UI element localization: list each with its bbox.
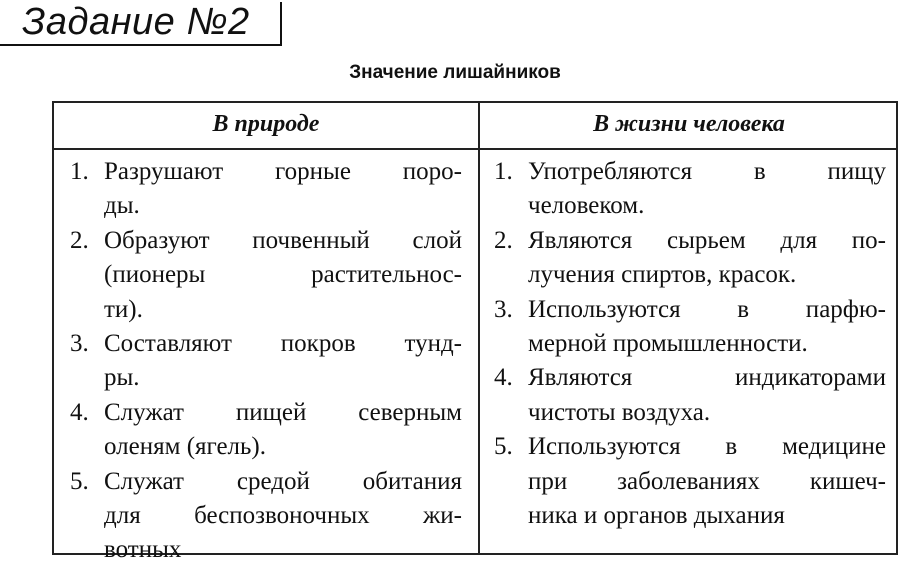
- list-item-line: человеком.: [528, 192, 645, 220]
- list-item-line: мерной промышленности.: [528, 330, 808, 358]
- list-item: [494, 361, 886, 430]
- list-item-line: Используются в медицине: [528, 433, 886, 461]
- list-item-line: чистоты воздуха.: [528, 398, 711, 426]
- header-rule: [54, 148, 896, 150]
- list-item-text: [104, 465, 462, 568]
- task-title-box: [0, 2, 282, 46]
- list-item: [70, 327, 462, 396]
- task-title: Задание №2: [22, 1, 250, 43]
- list-item-line: Используются в парфю-: [528, 295, 886, 323]
- column-heading-nature: В природе: [212, 111, 320, 137]
- list-item-line: Служат средой обитания: [104, 467, 462, 495]
- column-heading-human-life: В жизни человека: [593, 111, 785, 137]
- list-item-line: лучения спиртов, красок.: [528, 261, 797, 289]
- list-item-number: 4.: [70, 398, 89, 426]
- list-item-number: 1.: [494, 158, 513, 185]
- list-item-line: ры.: [104, 364, 140, 392]
- list-item-line: ника и органов дыхания: [528, 502, 785, 530]
- list-item-text: [104, 396, 462, 465]
- list-item-line: ды.: [104, 192, 140, 220]
- list-item-text: [104, 327, 462, 396]
- list-item-line: (пионеры растительнос-: [104, 261, 462, 289]
- list-item-number: 3.: [494, 295, 513, 323]
- list-item-line: Являются сырьем для по-: [528, 226, 886, 254]
- list-item-line: Разрушают горные поро-: [104, 158, 462, 185]
- list-item-line: для беспозвоночных жи-: [104, 502, 462, 530]
- list-item-text: [528, 430, 886, 533]
- list-item: [494, 155, 886, 224]
- list-item-number: 1.: [70, 158, 89, 185]
- list-item: [70, 396, 462, 465]
- list-item-number: 5.: [70, 467, 89, 495]
- list-item-line: Составляют покров тунд-: [104, 330, 462, 358]
- list-item-line: Употребляются в пищу: [528, 158, 886, 185]
- list-item: [494, 224, 886, 293]
- list-item-line: при заболеваниях кишеч-: [528, 467, 886, 495]
- list-item-text: [104, 155, 462, 224]
- list-item: [70, 155, 462, 224]
- list-item-line: оленям (ягель).: [104, 433, 266, 461]
- list-item: [70, 465, 462, 568]
- list-item: [494, 430, 886, 533]
- list-item-line: Являются индикаторами: [528, 364, 886, 392]
- list-item-number: 4.: [494, 364, 513, 392]
- list-item-text: [528, 224, 886, 293]
- list-item: [494, 293, 886, 362]
- list-item-line: Служат пищей северным: [104, 398, 462, 426]
- list-item-line: Образуют почвенный слой: [104, 226, 462, 254]
- list-item-number: 2.: [70, 226, 89, 254]
- list-item-line: вотных: [104, 536, 182, 564]
- list-item-text: [528, 155, 886, 224]
- list-item-number: 2.: [494, 226, 513, 254]
- column-body-human-life: [494, 155, 886, 533]
- lichen-table: [52, 101, 898, 564]
- table-caption: Значение лишайников: [349, 62, 561, 83]
- list-item: [70, 224, 462, 327]
- column-divider: [478, 103, 480, 553]
- list-item-text: [528, 361, 886, 430]
- list-item-line: ти).: [104, 295, 143, 323]
- list-item-text: [104, 224, 462, 327]
- list-item-text: [528, 293, 886, 362]
- list-item-number: 3.: [70, 330, 89, 358]
- column-body-nature: [70, 155, 462, 568]
- list-item-number: 5.: [494, 433, 513, 461]
